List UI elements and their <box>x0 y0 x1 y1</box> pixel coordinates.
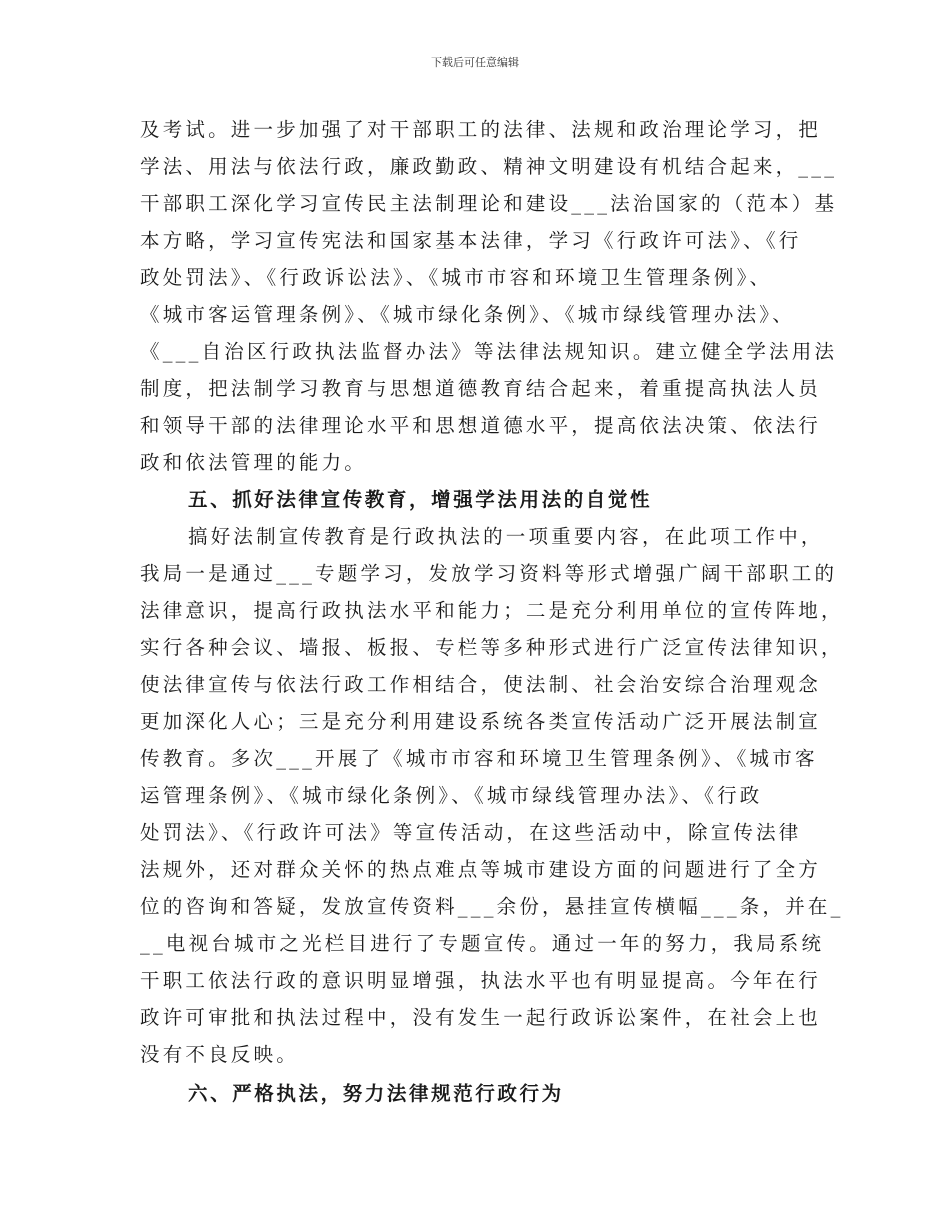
text-line: 及考试。进一步加强了对干部职工的法律、法规和政治理论学习，把 <box>140 118 822 141</box>
text-line: 处罚法》、《行政许可法》等宣传活动，在这些活动中，除宣传法律 <box>140 821 802 844</box>
text-line: 更加深化人心；三是充分利用建设系统各类宣传活动广泛开展法制宣 <box>140 710 822 733</box>
text-line: 干职工依法行政的意识明显增强，执法水平也有明显提高。今年在行 <box>140 969 822 992</box>
text-line: 政和依法管理的能力。 <box>140 451 368 474</box>
text-line: 位的咨询和答疑，发放宣传资料___余份，悬挂宣传横幅___条，并在_ <box>140 895 844 918</box>
text-line: 没有不良反映。 <box>140 1043 299 1066</box>
text-line: 学法、用法与依法行政，廉政勤政、精神文明建设有机结合起来，___ <box>140 155 838 178</box>
section-heading-6: 六、严格执法，努力法律规范行政行为 <box>188 1082 564 1105</box>
text-line: 《城市客运管理条例》、《城市绿化条例》、《城市绿线管理办法》、 <box>140 303 795 326</box>
text-line: 本方略，学习宣传宪法和国家基本法律，学习《行政许可法》、《行 <box>140 229 802 252</box>
text-line: 法规外，还对群众关怀的热点难点等城市建设方面的问题进行了全方 <box>140 858 822 881</box>
text-line: 实行各种会议、墙报、板报、专栏等多种形式进行广泛宣传法律知识， <box>140 636 844 659</box>
section-heading-5: 五、抓好法律宣传教育，增强学法用法的自觉性 <box>188 488 653 511</box>
text-line: 使法律宣传与依法行政工作相结合，使法制、社会治安综合治理观念 <box>140 673 822 696</box>
text-line: 运管理条例》、《城市绿化条例》、《城市绿线管理办法》、《行政 <box>140 784 763 807</box>
text-line: 干部职工深化学习宣传民主法制理论和建设___法治国家的（范本）基 <box>140 192 838 215</box>
text-line: 法律意识，提高行政执法水平和能力；二是充分利用单位的宣传阵地， <box>140 599 844 622</box>
text-line: 制度，把法制学习教育与思想道德教育结合起来，着重提高执法人员 <box>140 377 822 400</box>
text-line: 搞好法制宣传教育是行政执法的一项重要内容，在此项工作中， <box>188 525 824 548</box>
text-line: 我局一是通过___专题学习，发放学习资料等形式增强广阔干部职工的 <box>140 562 838 585</box>
text-line: 政许可审批和执法过程中，没有发生一起行政诉讼案件，在社会上也 <box>140 1006 822 1029</box>
text-line: __电视台城市之光栏目进行了专题宣传。通过一年的努力，我局系统 <box>140 932 825 955</box>
page-header: 下载后可任意编辑 <box>431 56 519 69</box>
text-line: 传教育。多次___开展了《城市市容和环境卫生管理条例》、《城市客 <box>140 747 818 770</box>
text-line: 和领导干部的法律理论水平和思想道德水平，提高依法决策、依法行 <box>140 414 822 437</box>
text-line: 《___自治区行政执法监督办法》等法律法规知识。建立健全学法用法 <box>140 340 838 363</box>
text-line: 政处罚法》、《行政诉讼法》、《城市市容和环境卫生管理条例》、 <box>140 266 773 289</box>
